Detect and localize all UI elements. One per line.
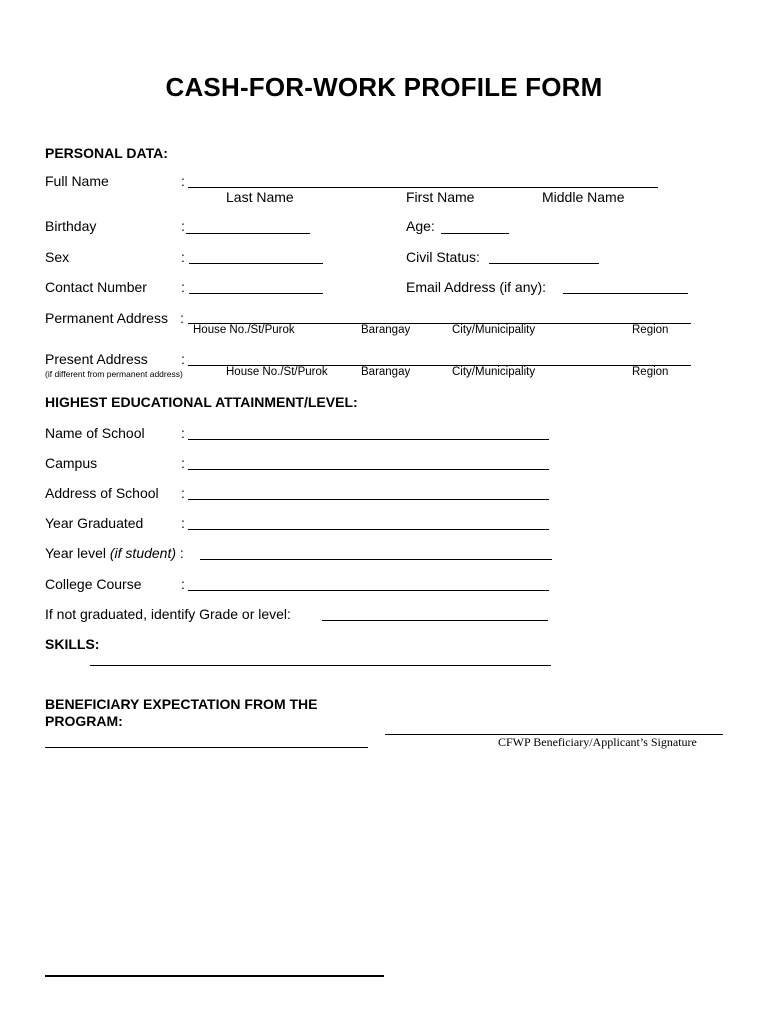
not-graduated-label: If not graduated, identify Grade or level: bbox=[45, 606, 291, 622]
perm-city-caption: City/Municipality bbox=[452, 324, 536, 336]
sex-field[interactable] bbox=[189, 263, 323, 264]
signature-caption: CFWP Beneficiary/Applicant’s Signature bbox=[498, 735, 697, 749]
campus-label: Campus bbox=[45, 455, 98, 471]
expectation-heading-line1: BENEFICIARY EXPECTATION FROM THE bbox=[45, 696, 318, 712]
school-name-label: Name of School bbox=[45, 425, 145, 441]
civil-status-field[interactable] bbox=[489, 263, 599, 264]
skills-heading: SKILLS: bbox=[45, 636, 100, 652]
age-field[interactable] bbox=[441, 233, 509, 234]
full-name-field[interactable] bbox=[188, 187, 658, 188]
full-name-label: Full Name bbox=[45, 173, 109, 189]
birthday-field[interactable] bbox=[186, 233, 310, 234]
birthday-label: Birthday bbox=[45, 218, 97, 234]
sex-colon: : bbox=[181, 249, 185, 265]
full-name-colon: : bbox=[181, 173, 185, 189]
school-address-field[interactable] bbox=[188, 499, 549, 500]
present-address-note: (if different from permanent address) bbox=[45, 369, 183, 379]
year-graduated-label: Year Graduated bbox=[45, 515, 144, 531]
perm-house-caption: House No./St/Purok bbox=[193, 324, 295, 336]
school-address-label: Address of School bbox=[45, 485, 159, 501]
year-graduated-field[interactable] bbox=[188, 529, 549, 530]
perm-region-caption: Region bbox=[632, 324, 669, 336]
year-level-field[interactable] bbox=[200, 559, 552, 560]
civil-status-label: Civil Status: bbox=[406, 249, 480, 265]
year-level-label bbox=[45, 545, 184, 561]
if-student-note: (if student) bbox=[109, 545, 177, 561]
education-heading: HIGHEST EDUCATIONAL ATTAINMENT/LEVEL: bbox=[45, 394, 358, 410]
campus-field[interactable] bbox=[188, 469, 549, 470]
contact-number-label: Contact Number bbox=[45, 279, 147, 295]
permanent-address-label: Permanent Address bbox=[45, 310, 168, 326]
school-name-colon: : bbox=[181, 425, 185, 441]
age-label: Age: bbox=[406, 218, 435, 234]
college-course-colon: : bbox=[181, 576, 185, 592]
pres-barangay-caption: Barangay bbox=[361, 366, 411, 378]
present-address-colon: : bbox=[181, 351, 185, 367]
sex-label: Sex bbox=[45, 249, 70, 265]
form-title: CASH-FOR-WORK PROFILE FORM bbox=[165, 72, 603, 102]
contact-number-field[interactable] bbox=[189, 293, 323, 294]
campus-colon: : bbox=[181, 455, 185, 471]
contact-number-colon: : bbox=[181, 279, 185, 295]
pres-region-caption: Region bbox=[632, 366, 669, 378]
school-address-colon: : bbox=[181, 485, 185, 501]
year-graduated-colon: : bbox=[181, 515, 185, 531]
pres-house-caption: House No./St/Purok bbox=[226, 366, 328, 378]
first-name-caption: First Name bbox=[406, 189, 475, 205]
perm-barangay-caption: Barangay bbox=[361, 324, 411, 336]
middle-name-caption: Middle Name bbox=[542, 189, 625, 205]
email-label: Email Address (if any): bbox=[406, 279, 547, 295]
school-name-field[interactable] bbox=[188, 439, 549, 440]
permanent-address-colon: : bbox=[180, 310, 184, 326]
college-course-label: College Course bbox=[45, 576, 142, 592]
not-graduated-field[interactable] bbox=[322, 620, 548, 621]
last-name-caption: Last Name bbox=[226, 189, 294, 205]
birthday-colon: : bbox=[181, 218, 185, 234]
skills-field[interactable] bbox=[90, 665, 551, 666]
expectation-field[interactable] bbox=[45, 747, 368, 748]
personal-data-heading: PERSONAL DATA: bbox=[45, 145, 168, 161]
college-course-field[interactable] bbox=[188, 590, 549, 591]
bottom-line[interactable] bbox=[45, 975, 384, 977]
pres-city-caption: City/Municipality bbox=[452, 366, 536, 378]
email-field[interactable] bbox=[563, 293, 688, 294]
expectation-heading-line2: PROGRAM: bbox=[45, 713, 123, 729]
present-address-label: Present Address bbox=[45, 351, 148, 367]
year-level-colon: : bbox=[179, 545, 184, 561]
year-level-text: Year level bbox=[45, 545, 106, 561]
